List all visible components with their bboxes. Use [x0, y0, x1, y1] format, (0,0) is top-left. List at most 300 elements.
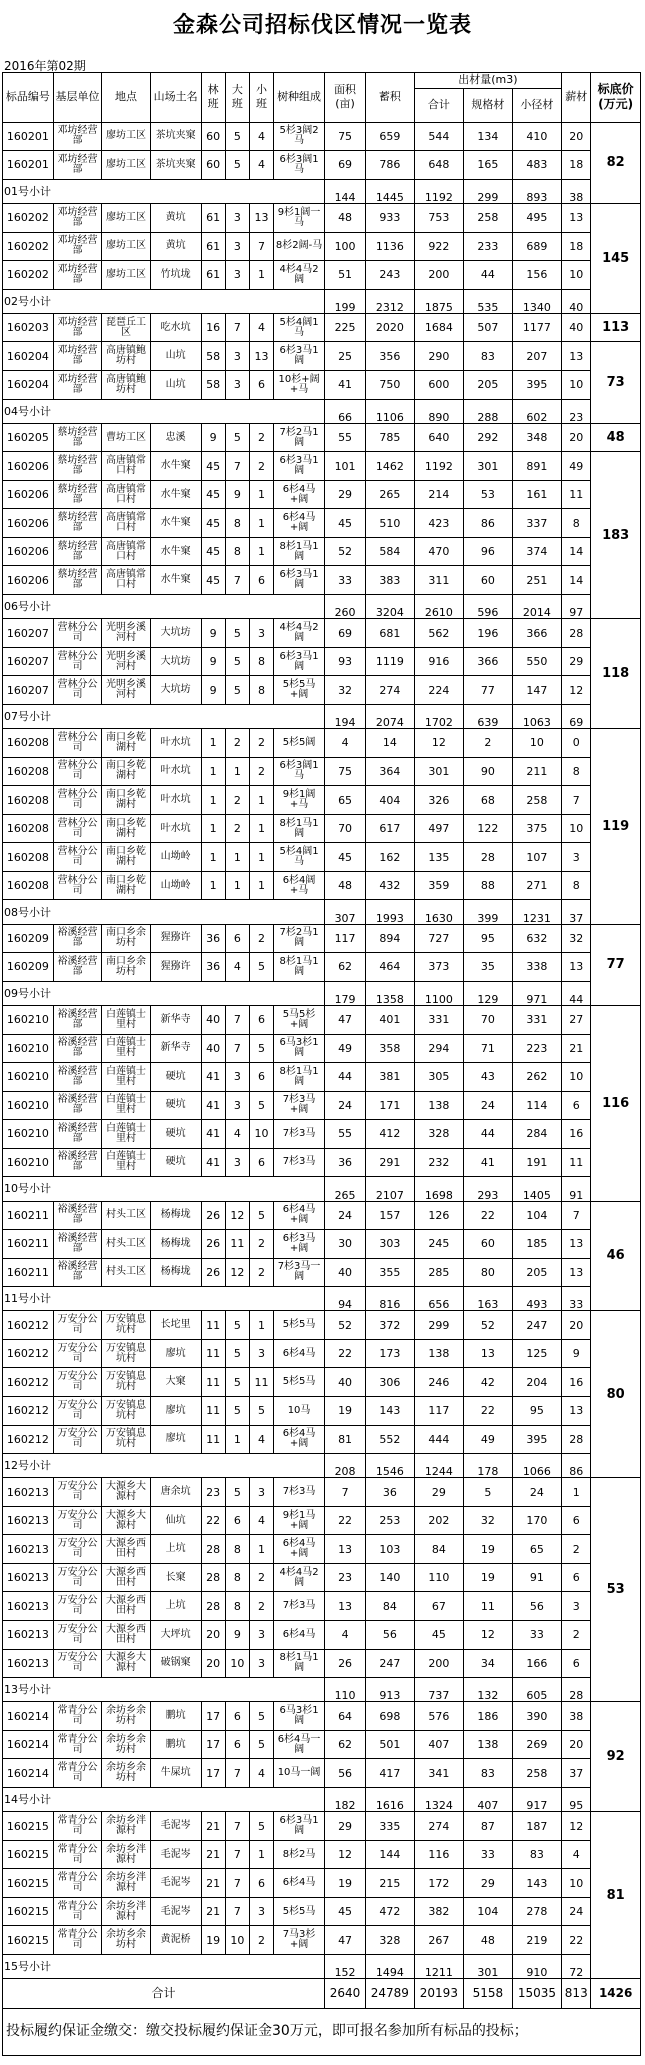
subtotal-large: 163: [464, 1287, 512, 1311]
subtotal-label: 04号小计: [3, 399, 325, 423]
cell-area: 93: [324, 647, 365, 676]
cell-big-class: 3: [225, 261, 249, 290]
cell-site: 毛泥岑: [150, 1897, 201, 1926]
cell-big-class: 8: [225, 1563, 249, 1592]
cell-small-class: 13: [249, 342, 273, 371]
cell-composition: 6杉4马+阔: [274, 509, 325, 538]
cell-big-class: 1: [225, 757, 249, 786]
cell-area: 62: [324, 1730, 365, 1759]
subtotal-label: 09号小计: [3, 981, 325, 1005]
cell-composition: 4杉4马2阔: [274, 1563, 325, 1592]
cell-composition: 5马5杉+阔: [274, 1006, 325, 1035]
subtotal-large: 301: [464, 1954, 512, 1978]
subtotal-area: 66: [324, 399, 365, 423]
cell-small-class: 2: [249, 452, 273, 481]
cell-small-class: 2: [249, 1258, 273, 1287]
cell-small: 390: [512, 1702, 562, 1731]
table-row: [3, 1840, 641, 1869]
subtotal-row: [3, 1954, 641, 1978]
cell-unit: 邓坊经营部: [53, 261, 101, 290]
cell-area: 12: [324, 1840, 365, 1869]
cell-composition: 6杉4马: [274, 1621, 325, 1650]
cell-composition: 10马一阔: [274, 1759, 325, 1788]
table-row: [3, 1148, 641, 1177]
cell-total: 305: [414, 1063, 464, 1092]
cell-volume: 510: [366, 509, 414, 538]
cell-forest-class: 28: [201, 1563, 225, 1592]
cell-unit: 裕溪经营部: [53, 1006, 101, 1035]
cell-lot-no: 160210: [3, 1063, 54, 1092]
cell-total: 224: [414, 676, 464, 705]
cell-small: 483: [512, 151, 562, 180]
cell-composition: 5杉5马+阔: [274, 676, 325, 705]
cell-composition: 6杉3马+阔: [274, 1230, 325, 1259]
cell-volume: 894: [366, 924, 414, 953]
table-row: [3, 1478, 641, 1507]
cell-large: 32: [464, 1506, 512, 1535]
cell-forest-class: 41: [201, 1120, 225, 1149]
cell-total: 138: [414, 1091, 464, 1120]
cell-composition: 6杉3马1阔: [274, 342, 325, 371]
subtotal-area: 208: [324, 1454, 365, 1478]
cell-volume: 412: [366, 1120, 414, 1149]
cell-large: 95: [464, 924, 512, 953]
cell-volume: 1119: [366, 647, 414, 676]
cell-lot-no: 160213: [3, 1649, 54, 1678]
table-row: [3, 1201, 641, 1230]
cell-location: 白莲镇士里村: [102, 1091, 150, 1120]
cell-total: 214: [414, 480, 464, 509]
cell-area: 40: [324, 1368, 365, 1397]
cell-area: 19: [324, 1396, 365, 1425]
cell-unit: 万安分公司: [53, 1478, 101, 1507]
cell-lot-no: 160206: [3, 480, 54, 509]
cell-fuel: 2: [562, 1621, 591, 1650]
cell-small: 91: [512, 1563, 562, 1592]
cell-site: 杨梅垅: [150, 1258, 201, 1287]
cell-composition: 6杉3马1阔: [274, 566, 325, 595]
cell-location: 高唐镇常口村: [102, 509, 150, 538]
cell-lot-no: 160213: [3, 1478, 54, 1507]
cell-small-class: 1: [249, 1535, 273, 1564]
cell-site: 毛泥岑: [150, 1869, 201, 1898]
cell-big-class: 6: [225, 924, 249, 953]
cell-fuel: 14: [562, 566, 591, 595]
subtotal-area: 179: [324, 981, 365, 1005]
subtotal-small: 493: [512, 1287, 562, 1311]
cell-location: 余坊乡余坊村: [102, 1702, 150, 1731]
subtotal-label: 06号小计: [3, 594, 325, 618]
cell-total: 444: [414, 1425, 464, 1454]
cell-forest-class: 41: [201, 1148, 225, 1177]
cell-total: 470: [414, 537, 464, 566]
cell-location: 南口乡乾湖村: [102, 843, 150, 872]
table-row: [3, 423, 641, 452]
cell-composition: 10杉+阔+马: [274, 370, 325, 399]
cell-unit: 邓坊经营部: [53, 151, 101, 180]
cell-fuel: 6: [562, 1091, 591, 1120]
cell-total: 116: [414, 1840, 464, 1869]
cell-unit: 营林分公司: [53, 814, 101, 843]
cell-volume: 247: [366, 1649, 414, 1678]
cell-unit: 裕溪经营部: [53, 1063, 101, 1092]
cell-fuel: 32: [562, 924, 591, 953]
cell-small-class: 11: [249, 1368, 273, 1397]
cell-large: 366: [464, 647, 512, 676]
cell-unit: 邓坊经营部: [53, 342, 101, 371]
cell-total: 200: [414, 1649, 464, 1678]
cell-small: 156: [512, 261, 562, 290]
subtotal-fuel: 91: [562, 1177, 591, 1201]
subtotal-label: 07号小计: [3, 704, 325, 728]
cell-small: 331: [512, 1006, 562, 1035]
cell-small-class: 4: [249, 151, 273, 180]
cell-area: 26: [324, 1649, 365, 1678]
cell-fuel: 10: [562, 1869, 591, 1898]
cell-forest-class: 28: [201, 1535, 225, 1564]
cell-small-class: 6: [249, 1063, 273, 1092]
cell-site: 大坑坊: [150, 647, 201, 676]
cell-large: 104: [464, 1897, 512, 1926]
cell-lot-no: 160215: [3, 1897, 54, 1926]
cell-unit: 常青分公司: [53, 1702, 101, 1731]
cell-location: 万安镇息坑村: [102, 1425, 150, 1454]
cell-small-class: 5: [249, 1091, 273, 1120]
cell-location: 村头工区: [102, 1201, 150, 1230]
cell-large: 196: [464, 619, 512, 648]
cell-forest-class: 20: [201, 1649, 225, 1678]
cell-composition: 8杉1马1阔: [274, 1649, 325, 1678]
cell-unit: 邓坊经营部: [53, 313, 101, 342]
subtotal-large: 639: [464, 704, 512, 728]
subtotal-row: [3, 1287, 641, 1311]
cell-small: 207: [512, 342, 562, 371]
cell-volume: 750: [366, 370, 414, 399]
cell-unit: 常青分公司: [53, 1869, 101, 1898]
cell-fuel: 13: [562, 342, 591, 371]
cell-site: 水牛窠: [150, 566, 201, 595]
cell-area: 52: [324, 1311, 365, 1340]
cell-lot-no: 160213: [3, 1592, 54, 1621]
cell-large: 43: [464, 1063, 512, 1092]
cell-fuel: 10: [562, 814, 591, 843]
cell-total: 423: [414, 509, 464, 538]
grand-total-volume: 24789: [366, 1979, 414, 2009]
subtotal-large: 293: [464, 1177, 512, 1201]
cell-volume: 253: [366, 1506, 414, 1535]
subtotal-volume: 2107: [366, 1177, 414, 1201]
cell-lot-no: 160202: [3, 261, 54, 290]
cell-small-class: 1: [249, 786, 273, 815]
cell-unit: 裕溪经营部: [53, 1258, 101, 1287]
cell-area: 47: [324, 1926, 365, 1955]
cell-unit: 万安分公司: [53, 1621, 101, 1650]
cell-lot-no: 160213: [3, 1621, 54, 1650]
cell-large: 2: [464, 729, 512, 758]
cell-site: 新华寺: [150, 1034, 201, 1063]
cell-forest-class: 58: [201, 342, 225, 371]
cell-small: 395: [512, 370, 562, 399]
cell-total: 294: [414, 1034, 464, 1063]
cell-big-class: 5: [225, 1368, 249, 1397]
cell-location: 大源乡大源村: [102, 1649, 150, 1678]
subtotal-fuel: 95: [562, 1787, 591, 1811]
cell-small-class: 5: [249, 953, 273, 982]
cell-lot-no: 160203: [3, 313, 54, 342]
cell-location: 廖坊工区: [102, 232, 150, 261]
cell-fuel: 20: [562, 423, 591, 452]
cell-unit: 营林分公司: [53, 843, 101, 872]
cell-big-class: 5: [225, 1396, 249, 1425]
cell-big-class: 6: [225, 1506, 249, 1535]
table-row: [3, 1759, 641, 1788]
cell-area: 44: [324, 1063, 365, 1092]
cell-fuel: 11: [562, 1148, 591, 1177]
cell-forest-class: 11: [201, 1311, 225, 1340]
cell-volume: 381: [366, 1063, 414, 1092]
cell-fuel: 16: [562, 1368, 591, 1397]
subtotal-volume: 1494: [366, 1954, 414, 1978]
cell-lot-no: 160208: [3, 786, 54, 815]
header-composition: 树种组成: [274, 73, 325, 123]
cell-unit: 万安分公司: [53, 1425, 101, 1454]
subtotal-label: 01号小计: [3, 179, 325, 203]
cell-small: 187: [512, 1812, 562, 1841]
subtotal-row: [3, 704, 641, 728]
subtotal-area: 110: [324, 1678, 365, 1702]
cell-lot-no: 160208: [3, 871, 54, 900]
cell-composition: 7杉2马1阔: [274, 423, 325, 452]
cell-small: 24: [512, 1478, 562, 1507]
cell-large: 22: [464, 1201, 512, 1230]
cell-small: 258: [512, 1759, 562, 1788]
subtotal-fuel: 28: [562, 1678, 591, 1702]
cell-location: 廖坊工区: [102, 151, 150, 180]
cell-site: 水牛窠: [150, 509, 201, 538]
subtotal-volume: 1993: [366, 900, 414, 924]
table-row: [3, 924, 641, 953]
cell-total: 290: [414, 342, 464, 371]
cell-site: 山坳岭: [150, 871, 201, 900]
cell-fuel: 22: [562, 1926, 591, 1955]
cell-location: 万安镇息坑村: [102, 1368, 150, 1397]
cell-location: 南口乡乾湖村: [102, 757, 150, 786]
cell-small-class: 2: [249, 1230, 273, 1259]
cell-big-class: 7: [225, 1869, 249, 1898]
cell-fuel: 28: [562, 1425, 591, 1454]
deposit-note: 投标履约保证金缴交：缴交投标履约保证金30万元，即可报名参加所有标品的投标；: [3, 2008, 641, 2055]
cell-lot-no: 160214: [3, 1730, 54, 1759]
cell-composition: 7杉3马: [274, 1592, 325, 1621]
cell-small-class: 13: [249, 204, 273, 233]
reserve-price: 53: [591, 1478, 641, 1702]
cell-unit: 蔡坊经营部: [53, 452, 101, 481]
cell-volume: 274: [366, 676, 414, 705]
cell-location: 南口乡余坊村: [102, 924, 150, 953]
subtotal-fuel: 44: [562, 981, 591, 1005]
cell-site: 仙坑: [150, 1506, 201, 1535]
cell-small-class: 8: [249, 676, 273, 705]
cell-small-class: 4: [249, 313, 273, 342]
cell-area: 55: [324, 1120, 365, 1149]
cell-area: 225: [324, 313, 365, 342]
cell-volume: 417: [366, 1759, 414, 1788]
cell-large: 165: [464, 151, 512, 180]
cell-big-class: 3: [225, 1148, 249, 1177]
cell-total: 84: [414, 1535, 464, 1564]
cell-composition: 8杉2马: [274, 1840, 325, 1869]
cell-volume: 173: [366, 1339, 414, 1368]
cell-fuel: 3: [562, 1592, 591, 1621]
cell-location: 万安镇息坑村: [102, 1339, 150, 1368]
cell-fuel: 6: [562, 1506, 591, 1535]
table-row: [3, 619, 641, 648]
subtotal-total: 890: [414, 399, 464, 423]
cell-fuel: 9: [562, 1339, 591, 1368]
cell-big-class: 5: [225, 1478, 249, 1507]
cell-volume: 243: [366, 261, 414, 290]
cell-unit: 万安分公司: [53, 1506, 101, 1535]
cell-large: 13: [464, 1339, 512, 1368]
cell-volume: 681: [366, 619, 414, 648]
cell-small-class: 3: [249, 1897, 273, 1926]
cell-small-class: 2: [249, 924, 273, 953]
cell-small-class: 4: [249, 1425, 273, 1454]
cell-unit: 蔡坊经营部: [53, 537, 101, 566]
cell-forest-class: 23: [201, 1478, 225, 1507]
table-row: [3, 1730, 641, 1759]
cell-unit: 万安分公司: [53, 1649, 101, 1678]
cell-lot-no: 160210: [3, 1006, 54, 1035]
cell-lot-no: 160206: [3, 537, 54, 566]
cell-big-class: 7: [225, 1006, 249, 1035]
cell-forest-class: 45: [201, 480, 225, 509]
table-row: [3, 1120, 641, 1149]
cell-area: 65: [324, 786, 365, 815]
cell-composition: 7马3杉+阔: [274, 1926, 325, 1955]
cell-site: 猩猕许: [150, 953, 201, 982]
cell-big-class: 5: [225, 423, 249, 452]
cell-fuel: 12: [562, 1812, 591, 1841]
cell-site: 黄坑: [150, 232, 201, 261]
cell-volume: 785: [366, 423, 414, 452]
cell-fuel: 16: [562, 1120, 591, 1149]
cell-small-class: 3: [249, 1649, 273, 1678]
subtotal-total: 1244: [414, 1454, 464, 1478]
subtotal-row: [3, 289, 641, 313]
cell-small-class: 3: [249, 1339, 273, 1368]
subtotal-small: 1066: [512, 1454, 562, 1478]
cell-small: 278: [512, 1897, 562, 1926]
header-site: 山场土名: [150, 73, 201, 123]
cell-site: 忠溪: [150, 423, 201, 452]
cell-total: 341: [414, 1759, 464, 1788]
cell-large: 68: [464, 786, 512, 815]
cell-small-class: 10: [249, 1120, 273, 1149]
cell-unit: 常青分公司: [53, 1897, 101, 1926]
cell-lot-no: 160206: [3, 566, 54, 595]
cell-big-class: 3: [225, 204, 249, 233]
subtotal-fuel: 40: [562, 289, 591, 313]
subtotal-small: 971: [512, 981, 562, 1005]
cell-volume: 364: [366, 757, 414, 786]
subtotal-row: [3, 1454, 641, 1478]
cell-location: 余坊乡泮源村: [102, 1840, 150, 1869]
table-row: [3, 843, 641, 872]
cell-fuel: 10: [562, 1063, 591, 1092]
cell-large: 44: [464, 261, 512, 290]
cell-lot-no: 160207: [3, 619, 54, 648]
cell-large: 83: [464, 1759, 512, 1788]
cell-volume: 14: [366, 729, 414, 758]
cell-forest-class: 60: [201, 151, 225, 180]
cell-small: 284: [512, 1120, 562, 1149]
subtotal-area: 307: [324, 900, 365, 924]
table-row: [3, 151, 641, 180]
subtotal-area: 144: [324, 179, 365, 203]
cell-location: 高唐镇鲍坊村: [102, 342, 150, 371]
cell-big-class: 7: [225, 313, 249, 342]
cell-forest-class: 61: [201, 261, 225, 290]
cell-lot-no: 160206: [3, 509, 54, 538]
cell-composition: 6杉3马1阔: [274, 1812, 325, 1841]
cell-total: 267: [414, 1926, 464, 1955]
cell-forest-class: 11: [201, 1396, 225, 1425]
cell-small-class: 3: [249, 1478, 273, 1507]
cell-location: 大源乡大源村: [102, 1506, 150, 1535]
cell-site: 大坑坊: [150, 619, 201, 648]
grand-total-row: [3, 1979, 641, 2009]
cell-big-class: 5: [225, 1339, 249, 1368]
cell-lot-no: 160211: [3, 1230, 54, 1259]
table-row: [3, 1311, 641, 1340]
cell-total: 12: [414, 729, 464, 758]
header-big-class: 大班: [225, 73, 249, 123]
cell-unit: 邓坊经营部: [53, 232, 101, 261]
cell-site: 廖坑: [150, 1396, 201, 1425]
cell-small: 550: [512, 647, 562, 676]
cell-big-class: 5: [225, 647, 249, 676]
cell-lot-no: 160214: [3, 1759, 54, 1788]
cell-large: 53: [464, 480, 512, 509]
header-fuel: 薪材: [562, 73, 591, 123]
cell-site: 牛屎坑: [150, 1759, 201, 1788]
table-row: [3, 1649, 641, 1678]
cell-large: 138: [464, 1730, 512, 1759]
cell-fuel: 37: [562, 1759, 591, 1788]
cell-small: 375: [512, 814, 562, 843]
subtotal-total: 1192: [414, 179, 464, 203]
table-row: [3, 1535, 641, 1564]
cell-volume: 1136: [366, 232, 414, 261]
cell-composition: 7杉3马+阔: [274, 1091, 325, 1120]
subtotal-volume: 1106: [366, 399, 414, 423]
cell-small: 56: [512, 1592, 562, 1621]
cell-composition: 6杉4马: [274, 1339, 325, 1368]
subtotal-area: 94: [324, 1287, 365, 1311]
subtotal-total: 737: [414, 1678, 464, 1702]
cell-area: 52: [324, 537, 365, 566]
cell-big-class: 12: [225, 1258, 249, 1287]
cell-small: 495: [512, 204, 562, 233]
subtotal-small: 1063: [512, 704, 562, 728]
cell-location: 廖坊工区: [102, 204, 150, 233]
cell-unit: 营林分公司: [53, 786, 101, 815]
cell-large: 83: [464, 342, 512, 371]
subtotal-label: 11号小计: [3, 1287, 325, 1311]
cell-forest-class: 45: [201, 537, 225, 566]
reserve-price: 116: [591, 1006, 641, 1201]
